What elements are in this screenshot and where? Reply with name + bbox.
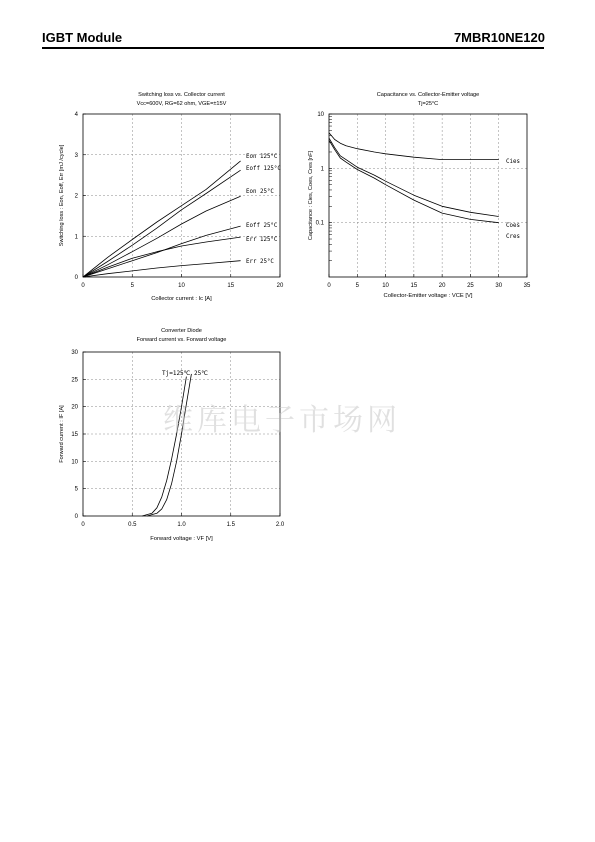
capacitance-series-label: Cres (506, 234, 520, 240)
diode-y-tick-label: 5 (74, 486, 78, 493)
capacitance-series-label: Cies (506, 159, 520, 165)
switching-x-axis-label: Collector current : Ic [A] (151, 296, 212, 302)
capacitance-x-tick-label: 30 (495, 283, 503, 289)
switching-series-label: Eon 25°C (246, 189, 274, 195)
switching-x-tick-label: 15 (227, 283, 235, 289)
switching-y-axis-label: Switching loss : Eon, Eoff, Err [mJ /cycle] (59, 144, 65, 247)
diode-x-axis-label: Forward voltage : VF [V] (150, 536, 213, 542)
switching-chart-title: Switching loss vs. Collector current (138, 92, 225, 98)
capacitance-x-tick-label: 5 (355, 283, 359, 289)
series-title: IGBT Module (42, 30, 123, 45)
switching-series-label: Eoff 125°C (246, 166, 281, 172)
switching-chart-subtitle: Vcc=600V, RG=62 ohm, VGE=±15V (136, 101, 227, 107)
capacitance-x-tick-label: 25 (467, 283, 474, 289)
capacitance-x-tick-label: 15 (410, 283, 418, 289)
switching-series-label: Eon 125°C (246, 154, 278, 160)
diode-y-tick-label: 25 (71, 377, 78, 384)
switching-series-line (83, 196, 241, 277)
capacitance-x-tick-label: 10 (382, 283, 389, 289)
diode-x-tick-label: 0.5 (128, 522, 137, 528)
diode-x-tick-label: 2.0 (275, 522, 285, 528)
capacitance-x-axis-label: Collector-Emitter voltage : VCE [V] (383, 293, 473, 299)
diode-y-tick-label: 15 (71, 432, 78, 438)
switching-x-tick-label: 20 (276, 283, 284, 289)
capacitance-x-tick-label: 20 (438, 283, 446, 289)
switching-series-label: Err 125°C (246, 237, 278, 243)
switching-series-line (83, 170, 241, 277)
diode-chart-title: Converter Diode (161, 328, 202, 334)
capacitance-series-label: Coes (506, 223, 520, 229)
switching-y-tick-label: 0 (74, 275, 78, 281)
capacitance-y-tick-label: 10 (317, 112, 324, 118)
diode-y-tick-label: 10 (71, 459, 78, 466)
capacitance-chart-title: Capacitance vs. Collector-Emitter voltage (376, 92, 480, 98)
capacitance-y-tick-label: 1 (320, 166, 324, 173)
capacitance-series-line (329, 138, 499, 216)
diode-x-tick-label: 1.5 (226, 522, 235, 528)
diode-x-tick-label: 1.0 (177, 522, 186, 528)
switching-x-tick-label: 5 (130, 283, 134, 289)
switching-series-line (83, 226, 241, 277)
switching-series-label: Err 25°C (246, 259, 274, 265)
capacitance-x-tick-label: 0 (327, 283, 331, 289)
capacitance-plot-frame (329, 114, 527, 277)
watermark: 维库电子市场网 (163, 403, 401, 438)
switching-x-tick-label: 0 (81, 283, 85, 289)
capacitance-y-tick-label: 0.1 (315, 220, 324, 227)
switching-series-line (83, 237, 241, 277)
switching-y-tick-label: 2 (74, 193, 78, 200)
diode-chart-subtitle: Forward current vs. Forward voltage (136, 337, 227, 343)
diode-y-axis-label: Forward current : IF [A] (59, 405, 65, 463)
switching-y-tick-label: 3 (74, 152, 78, 159)
switching-y-tick-label: 4 (74, 112, 78, 118)
capacitance-x-tick-label: 35 (523, 283, 531, 289)
diode-y-tick-label: 0 (74, 514, 78, 520)
diode-y-tick-label: 20 (71, 404, 78, 411)
part-number: 7MBR10NE120 (453, 30, 545, 45)
switching-y-tick-label: 1 (74, 234, 78, 241)
diode-x-tick-label: 0 (81, 522, 85, 528)
switching-series-label: Eoff 25°C (246, 223, 278, 229)
capacitance-y-axis-label: Capacitance : Cies, Coes, Cres [nF] (308, 150, 314, 241)
capacitance-chart-subtitle: Tj=25°C (417, 101, 439, 107)
diode-annotation: Tj=125℃ 25℃ (162, 370, 208, 377)
diode-y-tick-label: 30 (71, 350, 78, 356)
switching-series-line (83, 161, 241, 277)
switching-x-tick-label: 10 (178, 283, 185, 289)
